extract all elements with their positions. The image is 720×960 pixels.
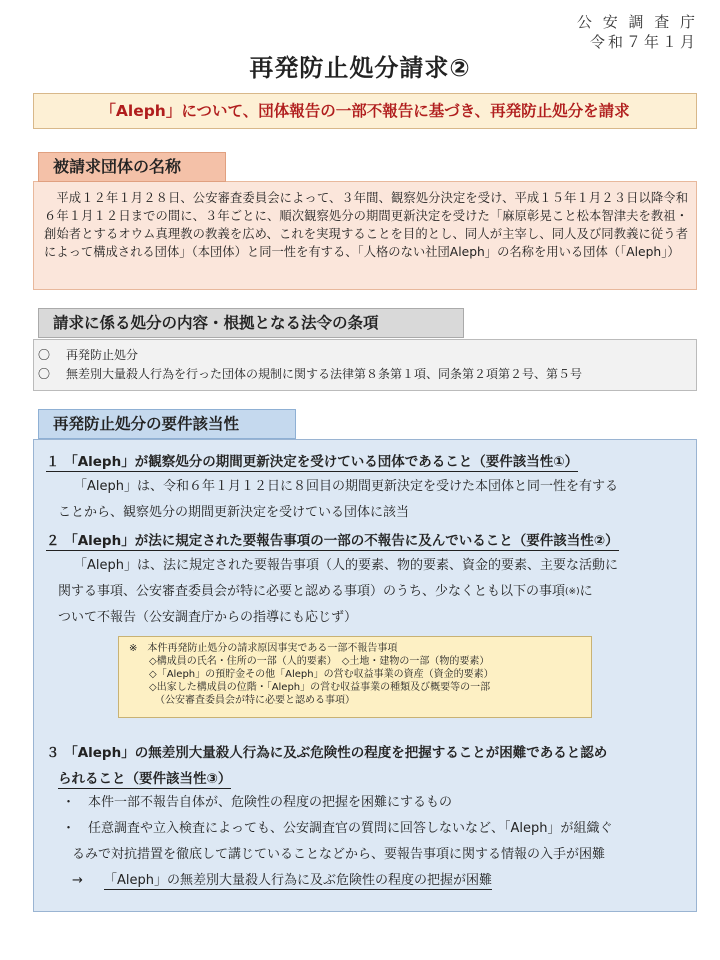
bullet-mark: ・ xyxy=(62,795,76,810)
note-item: （公安審査委員会が特に必要と認める事項） xyxy=(155,695,355,706)
agency-name: 公 安 調 査 庁 xyxy=(576,13,698,31)
circle-marker: 〇 xyxy=(38,348,51,362)
list-item xyxy=(38,365,696,384)
section-respondent-heading: 被請求団体の名称 xyxy=(38,152,226,182)
requirement-2-line-2: 関する事項、公安審査委員会が特に必要と認める事項）のうち、少なくとも以下の事項(※)に xyxy=(58,584,593,599)
note-item: ◇出家した構成員の位階・「Aleph」の営む収益事業の種類及び概要等の一部 xyxy=(149,682,491,693)
section-requirements-heading: 再発防止処分の要件該当性 xyxy=(38,409,296,439)
issue-date: 令和７年１月 xyxy=(589,33,698,51)
requirement-2-line-1: 「Aleph」は、法に規定された要報告事項（人的要素、物的要素、資金的要素、主要な活動に xyxy=(74,558,618,573)
unreported-items-note xyxy=(118,636,592,718)
requirement-3-title-line-2: られること（要件該当性③） xyxy=(58,771,232,787)
list-item xyxy=(38,346,696,365)
bullet-mark: ・ xyxy=(62,821,76,836)
conclusion: 「Aleph」の無差別大量殺人行為に及ぶ危険性の程度の把握が困難 xyxy=(104,873,492,888)
list-item-text: 無差別大量殺人行為を行った団体の規制に関する法律第８条第１項、同条第２項第２号、第５号 xyxy=(66,367,583,381)
requirement-1-line-2: ことから、観察処分の期間更新決定を受けている団体に該当 xyxy=(58,505,410,520)
note-reference-mark: (※) xyxy=(565,587,580,597)
requirement-2-line-3: ついて不報告（公安調査庁からの指導にも応じず） xyxy=(58,610,358,625)
section-disposition-body xyxy=(33,339,697,391)
requirement-1-title: １ 「Aleph」が観察処分の期間更新決定を受けている団体であること（要件該当性①） xyxy=(46,454,579,470)
page-title: 再発防止処分請求② xyxy=(249,54,471,82)
requirement-3-bullet-2-line-1: 任意調査や立入検査によっても、公安調査官の質問に回答しないなど、「Aleph」が組織ぐ xyxy=(88,821,613,836)
requirement-2-title: ２ 「Aleph」が法に規定された要報告事項の一部の不報告に及んでいること（要件該当性②） xyxy=(46,533,619,549)
section-respondent-body: 平成１２年１月２８日、公安審査委員会によって、３年間、観察処分決定を受け、平成１５年１月２３日以降令和６年１月１２日までの間に、３年ごとに、順次観察処分の期間更新決定を受けた「麻原彰晃こと松本智津夫を教祖・創始者とするオウム真理教の教義を広め、これを実現することを目的とし、同人が主宰し、同人及び同教義に従う者によって構成される団体」（本団体）と同一性を有する、「人格のない社団Aleph」の名称を用いる団体（「Aleph」） xyxy=(33,181,697,290)
requirement-3-bullet-2-line-2: るみで対抗措置を徹底して講じていることなどから、要報告事項に関する情報の入手が困難 xyxy=(72,847,606,862)
note-item: ◇「Aleph」の預貯金その他「Aleph」の営む収益事業の資産（資金的要素） xyxy=(149,669,494,680)
requirement-3-title-line-1: ３ 「Aleph」の無差別大量殺人行為に及ぶ危険性の程度を把握することが困難であると認め xyxy=(46,745,608,761)
list-item-text: 再発防止処分 xyxy=(66,348,139,362)
requirement-3-bullet-1: 本件一部不報告自体が、危険性の程度の把握を困難にするもの xyxy=(88,795,453,810)
note-item: ◇構成員の氏名・住所の一部（人的要素） ◇土地・建物の一部（物的要素） xyxy=(149,656,490,667)
section-disposition-heading: 請求に係る処分の内容・根拠となる法令の条項 xyxy=(38,308,464,338)
note-heading: ※ 本件再発防止処分の請求原因事実である一部不報告事項 xyxy=(129,643,398,654)
requirement-1-line-1: 「Aleph」は、令和６年１月１２日に８回目の期間更新決定を受けた本団体と同一性を有する xyxy=(74,479,618,494)
issuer-block xyxy=(577,12,698,52)
arrow-icon: → xyxy=(72,873,83,888)
summary-banner: 「Aleph」について、団体報告の一部不報告に基づき、再発防止処分を請求 xyxy=(33,93,697,129)
circle-marker: 〇 xyxy=(38,367,51,381)
